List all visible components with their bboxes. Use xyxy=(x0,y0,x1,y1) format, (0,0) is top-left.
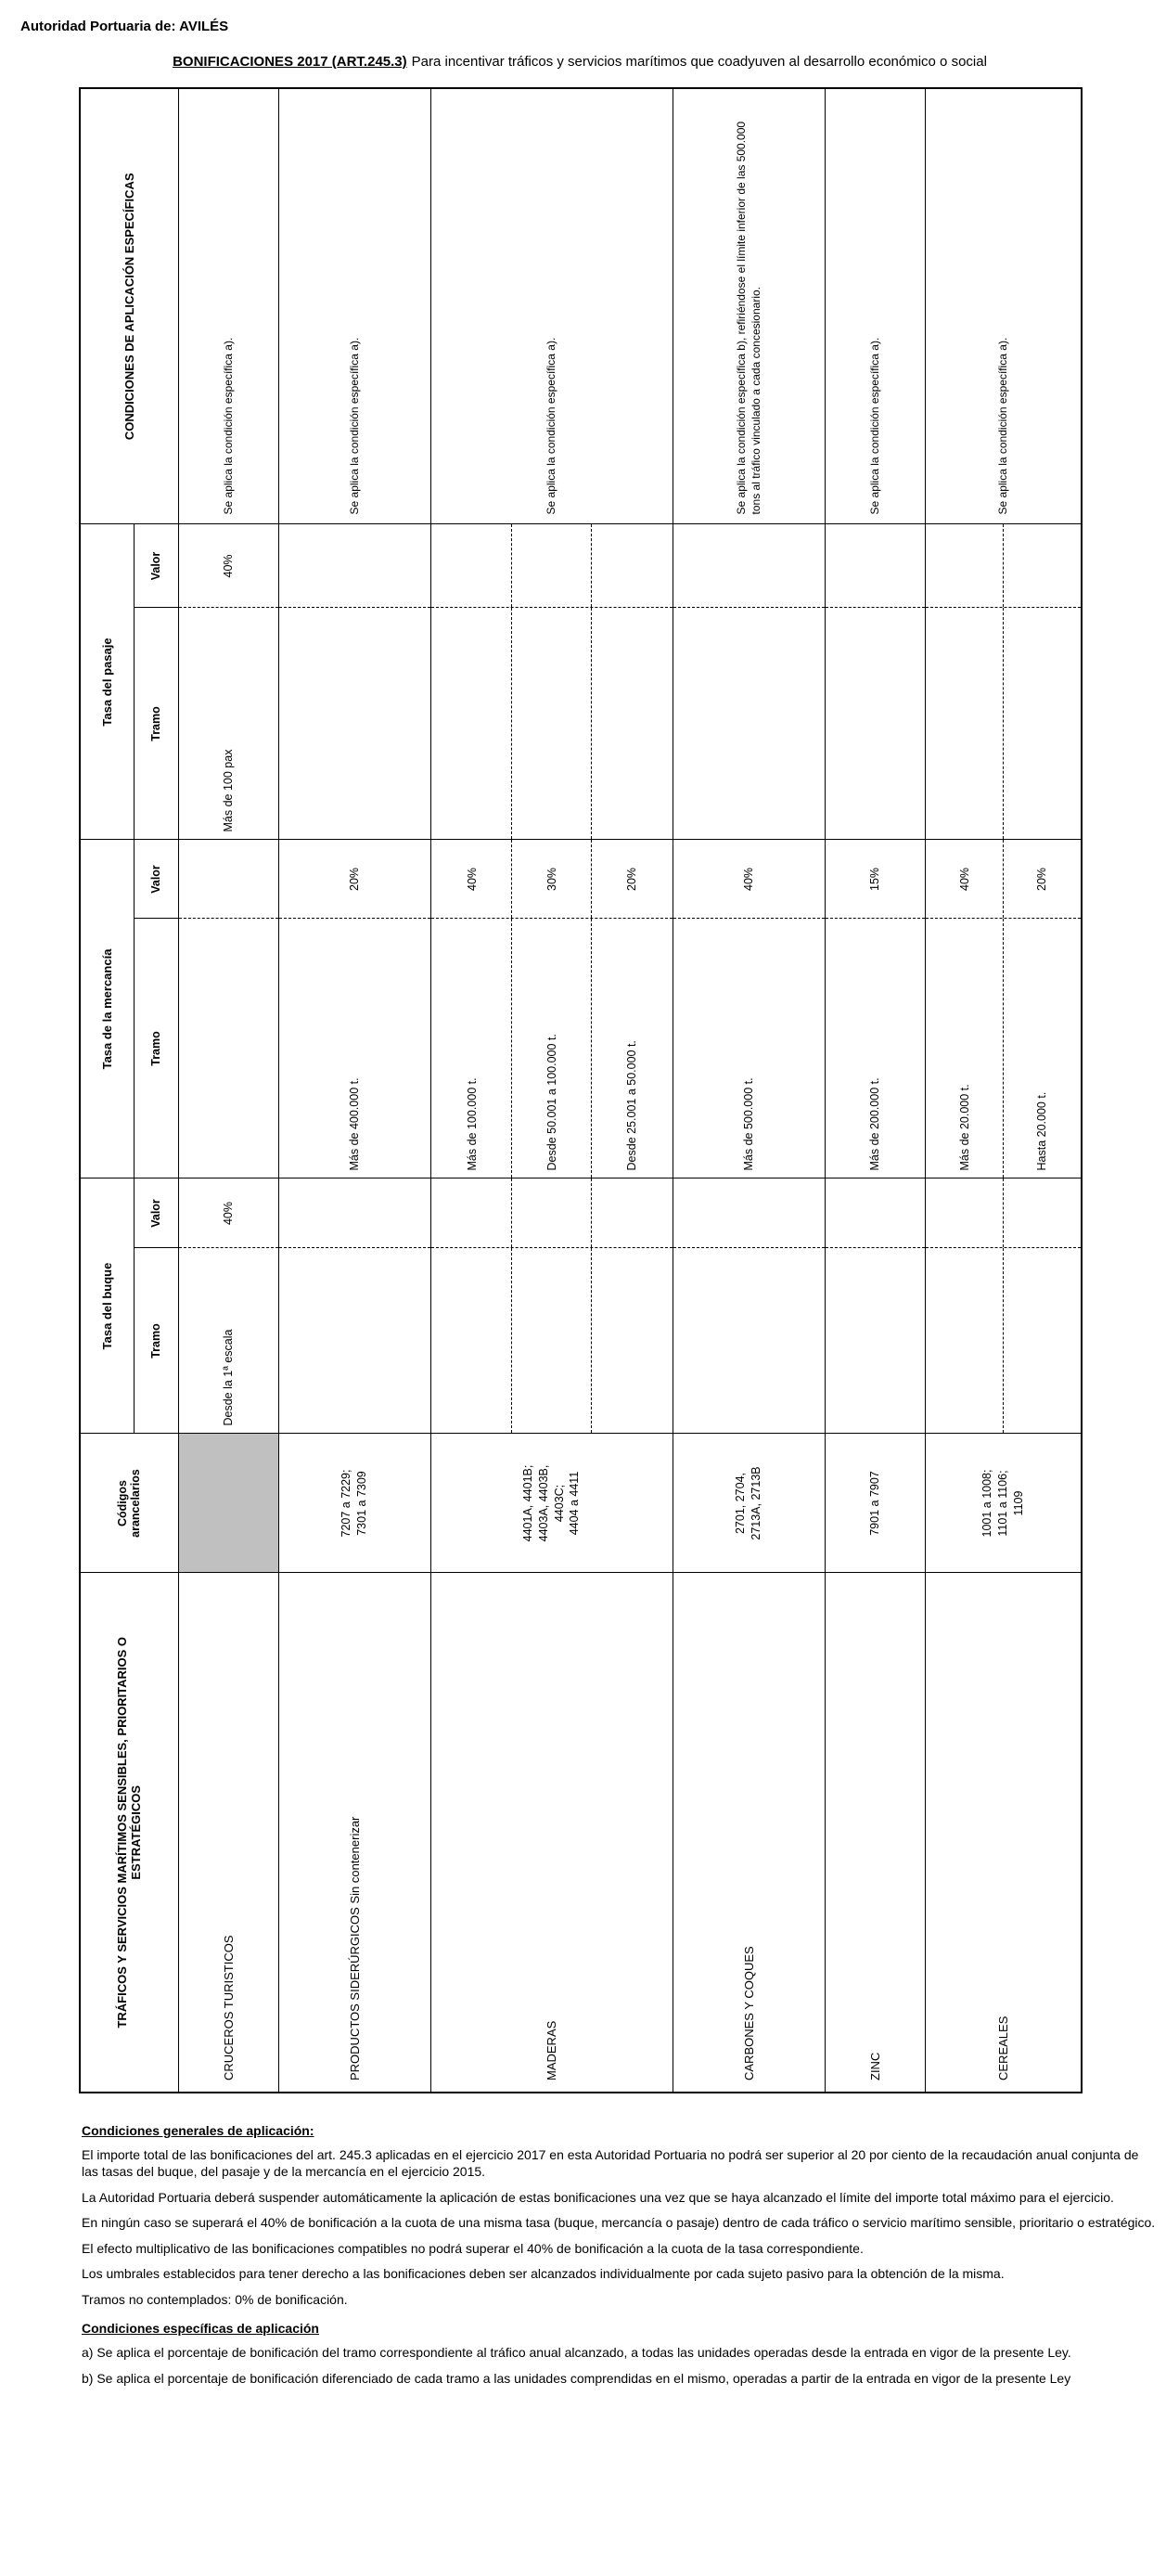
cell-pasaje-tramo-entry: Más de 100 pax xyxy=(222,749,235,832)
cell-mercancia-tramo-entry: Más de 400.000 t. xyxy=(348,1077,361,1171)
codigos-line: 4401A, 4401B; xyxy=(520,1464,534,1542)
cell-pasaje-tramo xyxy=(430,608,673,840)
cell-buque-tramo-entry xyxy=(591,1249,671,1434)
cell-pasaje-valor-entry: 40% xyxy=(222,554,235,578)
table-row xyxy=(925,88,1082,2093)
cell-pasaje-tramo-entry xyxy=(432,608,511,839)
table-row xyxy=(825,88,925,2093)
cell-mercancia-valor-subrows xyxy=(432,840,671,918)
col-header-tasa-mercancia: Tasa de la mercancía xyxy=(80,840,134,1179)
table-row xyxy=(673,88,825,2093)
cell-mercancia-valor-entry: 20% xyxy=(591,840,671,918)
cell-mercancia-valor-entry: 40% xyxy=(957,867,971,891)
cell-pasaje-valor-subrows xyxy=(432,524,671,607)
cell-buque-tramo-subrows xyxy=(927,1249,1080,1434)
cell-buque-valor-entry xyxy=(826,1179,923,1247)
cell-pasaje-valor xyxy=(278,524,430,608)
cell-buque-valor-entry xyxy=(432,1179,511,1247)
cell-mercancia-valor-entry xyxy=(180,840,276,918)
codigos-line: 4403C; xyxy=(552,1484,566,1523)
table-row xyxy=(430,88,673,2093)
cell-mercancia-tramo-subrows xyxy=(432,919,671,1178)
codigos-line: 7901 a 7907 xyxy=(867,1471,881,1536)
cell-condiciones: Se aplica la condición específica a). xyxy=(925,88,1082,524)
cell-codigos xyxy=(925,1434,1082,1573)
cell-pasaje-valor xyxy=(925,524,1082,608)
col-header-condiciones: CONDICIONES DE APLICACIÓN ESPECÍFICAS xyxy=(80,88,178,524)
table-header-row-groups xyxy=(80,88,134,2093)
cell-buque-valor-subrows xyxy=(180,1179,276,1247)
general-condition-item: El importe total de las bonificaciones del art. 245.3 aplicadas en el ejercicio 2017 en esta Autoridad Portuaria no podrá ser superior al 20 por ciento de la recaudación anual conjunta de las tasas del buque, del pasaje y de la mercancía en el ejercicio 2015. xyxy=(82,2147,1139,2180)
specific-conditions-title: Condiciones específicas de aplicación xyxy=(82,2321,319,2337)
cell-buque-tramo-entry xyxy=(280,1249,429,1434)
cell-pasaje-tramo-subrows xyxy=(927,608,1080,839)
cell-mercancia-valor-subrows xyxy=(826,840,923,918)
codigos-line: 2701, 2704, xyxy=(734,1472,748,1535)
cell-trafico-label: CRUCEROS TURISTICOS xyxy=(178,1573,278,2093)
cell-pasaje-tramo-entry xyxy=(927,608,1003,839)
cell-buque-valor-entry xyxy=(511,1179,591,1247)
codigos-line: 1001 a 1008; xyxy=(980,1469,993,1538)
cell-pasaje-valor xyxy=(673,524,825,608)
cell-buque-tramo xyxy=(430,1248,673,1434)
col-header-codigos: Códigos arancelarios xyxy=(80,1434,178,1573)
cell-pasaje-tramo-entry xyxy=(591,608,671,839)
col-header-traficos: TRÁFICOS Y SERVICIOS MARÍTIMOS SENSIBLES, PRIORITARIOS O ESTRATÉGICOS xyxy=(80,1573,178,2093)
cell-pasaje-valor-subrows xyxy=(674,524,823,607)
cell-trafico-label: MADERAS xyxy=(430,1573,673,2093)
cell-condiciones: Se aplica la condición específica a). xyxy=(825,88,925,524)
cell-pasaje-tramo xyxy=(278,608,430,840)
cell-pasaje-tramo xyxy=(925,608,1082,840)
cell-pasaje-tramo-entry xyxy=(674,608,823,839)
cell-buque-tramo-entry xyxy=(511,1249,591,1434)
cell-mercancia-valor-subrows xyxy=(180,840,276,918)
cell-buque-valor xyxy=(430,1179,673,1248)
cell-buque-valor-subrows xyxy=(280,1179,429,1247)
cell-pasaje-tramo-entry xyxy=(280,608,429,839)
cell-mercancia-tramo-subrows xyxy=(280,919,429,1178)
general-condition-item: El efecto multiplicativo de las bonificaciones compatibles no podrá superar el 40% de bonificación a la cuota de la tasa correspondiente. xyxy=(82,2240,864,2256)
cell-mercancia-tramo-entry: Más de 200.000 t. xyxy=(868,1077,881,1171)
cell-buque-tramo xyxy=(178,1248,278,1434)
general-conditions-title: Condiciones generales de aplicación: xyxy=(82,2123,314,2138)
cell-pasaje-valor-entry xyxy=(1003,524,1080,607)
cell-pasaje-valor-entry xyxy=(674,524,823,607)
cell-buque-valor xyxy=(673,1179,825,1248)
cell-pasaje-valor-entry xyxy=(280,524,429,607)
cell-condiciones: Se aplica la condición específica a). xyxy=(278,88,430,524)
codigos-line: 4404 a 4411 xyxy=(568,1471,582,1536)
col-header-pasaje-valor: Valor xyxy=(134,524,178,608)
table-row xyxy=(178,88,278,2093)
cell-mercancia-tramo xyxy=(278,919,430,1179)
cell-mercancia-valor-subrows xyxy=(927,840,1080,918)
cell-mercancia-tramo-entry: Más de 500.000 t. xyxy=(742,1077,755,1171)
cell-buque-tramo xyxy=(925,1248,1082,1434)
cell-pasaje-valor-subrows xyxy=(280,524,429,607)
cell-buque-tramo xyxy=(825,1248,925,1434)
cell-buque-valor-subrows xyxy=(674,1179,823,1247)
codigos-line: 7301 a 7309 xyxy=(355,1471,368,1536)
cell-mercancia-valor xyxy=(430,840,673,919)
cell-buque-valor xyxy=(178,1179,278,1248)
cell-pasaje-valor xyxy=(430,524,673,608)
cell-mercancia-tramo-entry: Más de 100.000 t. xyxy=(465,1077,479,1171)
cell-buque-tramo-entry xyxy=(674,1249,823,1434)
cell-buque-valor xyxy=(278,1179,430,1248)
cell-mercancia-valor xyxy=(178,840,278,919)
cell-mercancia-tramo xyxy=(178,919,278,1179)
cell-mercancia-valor xyxy=(925,840,1082,919)
cell-pasaje-valor xyxy=(825,524,925,608)
cell-codigos xyxy=(278,1434,430,1573)
cell-pasaje-tramo xyxy=(825,608,925,840)
cell-pasaje-valor-subrows xyxy=(826,524,923,607)
specific-condition-item: b) Se aplica el porcentaje de bonificación diferenciado de cada tramo a las unidades comprendidas en el mismo, operadas a partir de la entrada en vigor de la presente Ley xyxy=(82,2370,1071,2386)
cell-condiciones: Se aplica la condición específica a). xyxy=(430,88,673,524)
cell-buque-valor-entry: 40% xyxy=(222,1201,235,1226)
cell-buque-tramo xyxy=(673,1248,825,1434)
rotated-table-region xyxy=(79,89,1081,2093)
cell-mercancia-valor xyxy=(673,840,825,919)
cell-mercancia-valor-entry: 15% xyxy=(868,867,881,891)
cell-mercancia-tramo-entry: Desde 25.001 a 50.000 t. xyxy=(591,919,671,1178)
cell-pasaje-valor-entry xyxy=(511,524,591,607)
general-condition-item: Tramos no contemplados: 0% de bonificación. xyxy=(82,2291,348,2307)
col-header-buque-tramo: Tramo xyxy=(134,1248,178,1434)
page-title xyxy=(79,54,1081,70)
cell-pasaje-valor-entry xyxy=(591,524,671,607)
cell-buque-tramo xyxy=(278,1248,430,1434)
cell-pasaje-tramo-entry xyxy=(826,608,923,839)
cell-pasaje-tramo-subrows xyxy=(280,608,429,839)
codigos-line: 1101 a 1106; xyxy=(995,1470,1009,1537)
cell-buque-valor xyxy=(825,1179,925,1248)
cell-mercancia-tramo-subrows xyxy=(180,919,276,1178)
table-body xyxy=(178,88,1082,2093)
cell-codigos xyxy=(825,1434,925,1573)
cell-condiciones: Se aplica la condición específica b), refiriéndose el límite inferior de las 500.000 tons al tráfico vinculado a cada concesionario. xyxy=(673,88,825,524)
general-conditions-list xyxy=(82,2146,1156,2308)
bonifications-table xyxy=(79,87,1083,2093)
cell-condiciones: Se aplica la condición específica a). xyxy=(178,88,278,524)
cell-pasaje-valor-entry xyxy=(432,524,511,607)
specific-condition-item: a) Se aplica el porcentaje de bonificación del tramo correspondiente al tráfico anual alcanzado, a todas las unidades operadas desde la entrada en vigor de la presente Ley. xyxy=(82,2345,1071,2361)
cell-mercancia-valor xyxy=(278,840,430,919)
conditions-footer xyxy=(82,2123,1156,2395)
cell-mercancia-tramo xyxy=(925,919,1082,1179)
page-title-emphasis: BONIFICACIONES 2017 (ART.245.3) xyxy=(173,54,407,70)
cell-pasaje-valor-subrows xyxy=(180,524,276,607)
cell-mercancia-tramo-entry: Más de 20.000 t. xyxy=(957,1084,971,1171)
codigos-line: 7207 a 7229; xyxy=(340,1469,353,1538)
cell-buque-valor xyxy=(925,1179,1082,1248)
cell-mercancia-valor-subrows xyxy=(674,840,823,918)
cell-buque-tramo-entry xyxy=(927,1249,1003,1434)
cell-pasaje-tramo xyxy=(673,608,825,840)
cell-pasaje-tramo-entry xyxy=(511,608,591,839)
codigos-line: 1109 xyxy=(1011,1490,1025,1516)
cell-buque-valor-entry xyxy=(674,1179,823,1247)
cell-mercancia-tramo-entry: Desde 50.001 a 100.000 t. xyxy=(511,919,591,1178)
col-header-mercancia-tramo: Tramo xyxy=(134,919,178,1179)
cell-mercancia-valor-entry: 40% xyxy=(465,867,479,891)
cell-codigos xyxy=(673,1434,825,1573)
cell-buque-tramo-subrows xyxy=(432,1249,671,1434)
authority-header: Autoridad Portuaria de: AVILÉS xyxy=(20,19,229,34)
cell-pasaje-valor-subrows xyxy=(927,524,1080,607)
cell-mercancia-tramo-subrows xyxy=(826,919,923,1178)
cell-buque-tramo-entry xyxy=(1003,1249,1080,1434)
cell-mercancia-tramo xyxy=(430,919,673,1179)
cell-mercancia-valor-entry: 20% xyxy=(1003,840,1080,918)
cell-buque-valor-entry xyxy=(927,1179,1003,1247)
cell-mercancia-tramo-entry xyxy=(180,919,276,1178)
cell-buque-tramo-subrows xyxy=(280,1249,429,1434)
col-header-pasaje-tramo: Tramo xyxy=(134,608,178,840)
cell-pasaje-tramo-entry xyxy=(1003,608,1080,839)
cell-buque-tramo-entry xyxy=(826,1249,923,1434)
col-header-tasa-pasaje: Tasa del pasaje xyxy=(80,524,134,840)
cell-buque-valor-subrows xyxy=(927,1179,1080,1247)
cell-trafico-label: PRODUCTOS SIDERÚRGICOS Sin contenerizar xyxy=(278,1573,430,2093)
cell-pasaje-tramo-subrows xyxy=(826,608,923,839)
cell-mercancia-tramo xyxy=(673,919,825,1179)
cell-mercancia-valor-entry: 40% xyxy=(742,867,755,891)
general-condition-item: En ningún caso se superará el 40% de bonificación a la cuota de una misma tasa (buque, mercancía o pasaje) dentro de cada tráfico o servicio marítimo sensible, prioritario o estratégico. xyxy=(82,2215,1156,2231)
codigos-line: 4403A, 4403B, xyxy=(536,1464,550,1542)
cell-buque-tramo-entry: Desde la 1ª escala xyxy=(222,1329,235,1426)
cell-trafico-label: ZINC xyxy=(825,1573,925,2093)
cell-mercancia-valor-entry: 20% xyxy=(348,867,361,891)
page-title-subtitle: Para incentivar tráficos y servicios marítimos que coadyuven al desarrollo económico o social xyxy=(411,54,987,70)
general-condition-item: La Autoridad Portuaria deberá suspender automáticamente la aplicación de estas bonificaciones una vez que se haya alcanzado el límite del importe total máximo para el ejercicio. xyxy=(82,2189,1114,2205)
general-condition-item: Los umbrales establecidos para tener derecho a las bonificaciones deben ser alcanzados individualmente por cada sujeto pasivo para la obtención de la misma. xyxy=(82,2266,1005,2282)
cell-pasaje-tramo-subrows xyxy=(180,608,276,839)
cell-mercancia-tramo xyxy=(825,919,925,1179)
cell-buque-valor-subrows xyxy=(826,1179,923,1247)
cell-pasaje-tramo xyxy=(178,608,278,840)
cell-mercancia-valor xyxy=(825,840,925,919)
cell-codigos xyxy=(430,1434,673,1573)
cell-mercancia-tramo-entry: Hasta 20.000 t. xyxy=(1003,919,1080,1178)
cell-trafico-label: CEREALES xyxy=(925,1573,1082,2093)
cell-mercancia-tramo-subrows xyxy=(927,919,1080,1178)
specific-conditions-list xyxy=(82,2344,1156,2387)
cell-buque-valor-entry xyxy=(591,1179,671,1247)
table-row xyxy=(278,88,430,2093)
cell-buque-tramo-entry xyxy=(432,1249,511,1434)
cell-codigos xyxy=(178,1434,278,1573)
cell-pasaje-valor xyxy=(178,524,278,608)
cell-mercancia-tramo-subrows xyxy=(674,919,823,1178)
cell-trafico-label: CARBONES Y COQUES xyxy=(673,1573,825,2093)
col-header-buque-valor: Valor xyxy=(134,1179,178,1248)
cell-mercancia-valor-subrows xyxy=(280,840,429,918)
cell-buque-valor-subrows xyxy=(432,1179,671,1247)
cell-buque-valor-entry xyxy=(280,1179,429,1247)
cell-buque-tramo-subrows xyxy=(674,1249,823,1434)
col-header-tasa-buque: Tasa del buque xyxy=(80,1179,134,1434)
rotated-table-canvas xyxy=(79,89,1081,2093)
cell-pasaje-valor-entry xyxy=(826,524,923,607)
cell-buque-tramo-subrows xyxy=(826,1249,923,1434)
cell-pasaje-tramo-subrows xyxy=(432,608,671,839)
cell-pasaje-valor-entry xyxy=(927,524,1003,607)
codigos-line: 2713A, 2713B xyxy=(750,1466,762,1540)
cell-mercancia-valor-entry: 30% xyxy=(511,840,591,918)
col-header-mercancia-valor: Valor xyxy=(134,840,178,919)
cell-buque-tramo-subrows xyxy=(180,1249,276,1434)
cell-pasaje-tramo-subrows xyxy=(674,608,823,839)
cell-buque-valor-entry xyxy=(1003,1179,1080,1247)
